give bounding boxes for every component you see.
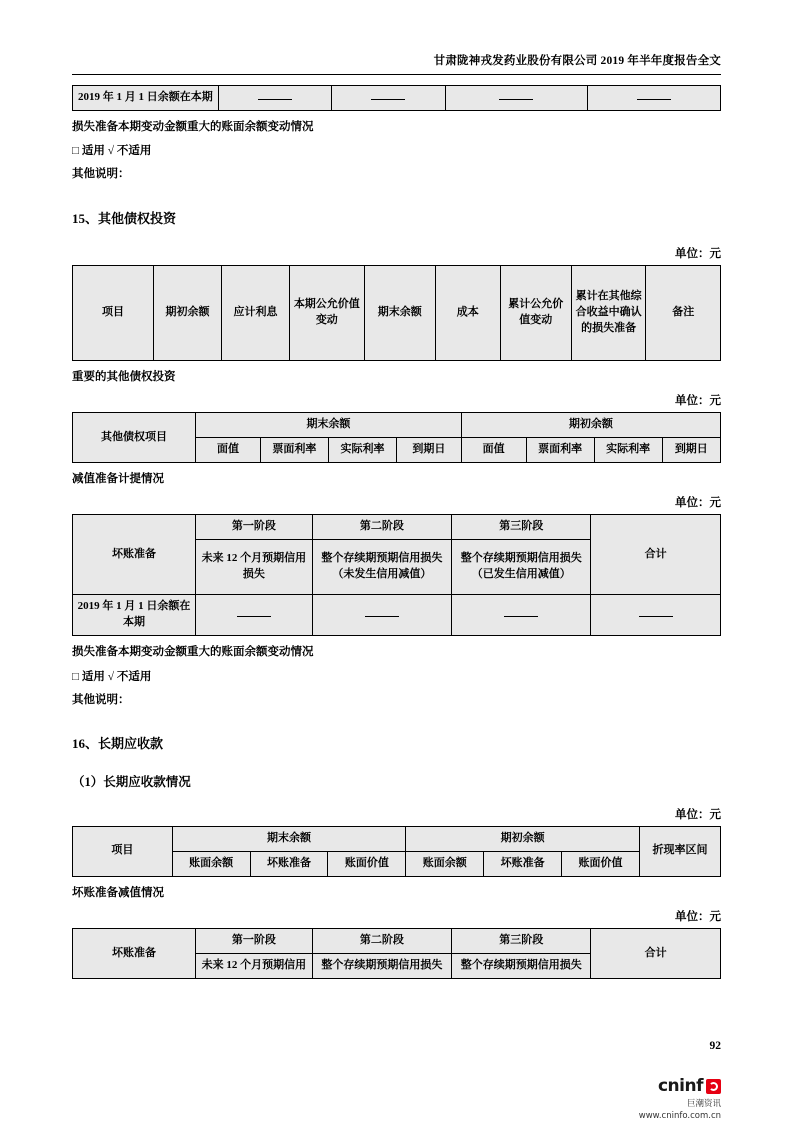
- column-header: 第二阶段: [312, 929, 451, 954]
- top-continuation-table: [72, 85, 721, 111]
- table-header-row: [73, 515, 721, 540]
- column-header: 成本: [435, 265, 500, 360]
- logo-row: [639, 1076, 721, 1096]
- cell: [452, 595, 591, 636]
- column-header: 票面利率: [526, 438, 594, 463]
- column-group-header: 期末余额: [172, 826, 406, 851]
- column-header: 应计利息: [222, 265, 290, 360]
- table-row: [73, 595, 721, 636]
- footer-logo: [639, 1076, 721, 1121]
- column-group-header: 期初余额: [406, 826, 640, 851]
- section-16-heading: 16、长期应收款: [72, 735, 164, 751]
- long-term-receivables-table: [72, 826, 721, 877]
- column-header: 账面余额: [406, 851, 484, 876]
- bad-debt-impairment-caption: 坏账准备减值情况: [72, 886, 164, 899]
- applicable-checkline-2: □ 适用 √ 不适用: [72, 670, 152, 683]
- cell: [445, 86, 588, 111]
- table-header-row: [73, 929, 721, 954]
- column-header: 备注: [646, 265, 721, 360]
- bad-debt-provision-table-2: [72, 928, 721, 979]
- unit-label: 单位：元: [675, 247, 721, 260]
- column-header: 整个存续期预期信用损失（未发生信用减值）: [312, 540, 451, 595]
- cninfo-logo-text: cninf: [657, 1076, 703, 1096]
- dash-mark: [504, 609, 538, 617]
- unit-label: 单位：元: [675, 808, 721, 821]
- column-header: 账面价值: [328, 851, 406, 876]
- column-header: 坏账准备: [73, 929, 196, 979]
- row-label: 2019 年 1 月 1 日余额在本期: [73, 86, 219, 111]
- bad-debt-provision-table: [72, 514, 721, 636]
- unit-label: 单位：元: [675, 395, 721, 408]
- impairment-provision-caption: 减值准备计提情况: [72, 472, 164, 485]
- cell: [218, 86, 331, 111]
- column-header: 坏账准备: [484, 851, 562, 876]
- column-header: 到期日: [396, 438, 461, 463]
- cninfo-logo-icon: [706, 1079, 721, 1094]
- column-header: 坏账准备: [73, 515, 196, 595]
- column-header: 累计在其他综合收益中确认的损失准备: [571, 265, 646, 360]
- cell: [332, 86, 445, 111]
- other-note-2: 其他说明：: [72, 693, 130, 706]
- column-header: 合计: [591, 515, 721, 595]
- loss-change-note: 损失准备本期变动金额重大的账面余额变动情况: [72, 120, 314, 133]
- column-header: 票面利率: [260, 438, 328, 463]
- column-header: 第三阶段: [452, 515, 591, 540]
- dash-mark: [258, 92, 292, 100]
- row-label: 2019 年 1 月 1 日余额在本期: [73, 595, 196, 636]
- column-header: 面值: [196, 438, 261, 463]
- dash-mark: [637, 92, 671, 100]
- header-title: 甘肃陇神戎发药业股份有限公司 2019 年半年度报告全文: [433, 55, 721, 67]
- page-header: [72, 52, 721, 74]
- column-header: 面值: [461, 438, 526, 463]
- dash-mark: [237, 609, 271, 617]
- column-header: 坏账准备: [250, 851, 328, 876]
- table-row: [73, 86, 721, 111]
- column-header: 到期日: [662, 438, 720, 463]
- column-header: 第三阶段: [452, 929, 591, 954]
- column-header: 项目: [73, 265, 154, 360]
- column-header: 项目: [73, 826, 173, 876]
- column-header: 第二阶段: [312, 515, 451, 540]
- column-group-header: 期初余额: [461, 413, 720, 438]
- column-header: 期初余额: [154, 265, 222, 360]
- other-note: 其他说明：: [72, 168, 130, 181]
- header-divider: [72, 74, 721, 75]
- column-header: 合计: [591, 929, 721, 979]
- column-header: 整个存续期预期信用损失（已发生信用减值）: [452, 540, 591, 595]
- column-header: 未来 12 个月预期信用损失: [196, 540, 313, 595]
- table-header-row: [73, 265, 721, 360]
- column-header: 实际利率: [594, 438, 662, 463]
- logo-subtitle: 巨潮资讯: [686, 1099, 721, 1109]
- dash-mark: [639, 609, 673, 617]
- logo-url: www.cninfo.com.cn: [638, 1111, 721, 1121]
- dash-mark: [365, 609, 399, 617]
- dash-mark: [371, 92, 405, 100]
- loss-change-note-2: 损失准备本期变动金额重大的账面余额变动情况: [72, 646, 314, 659]
- column-header: 本期公允价值变动: [290, 265, 365, 360]
- table-header-row: [73, 826, 721, 851]
- unit-label: 单位：元: [675, 911, 721, 924]
- important-other-debt-table: [72, 412, 721, 463]
- section-16-subheading: （1）长期应收款情况: [72, 774, 191, 789]
- section-15-heading: 15、其他债权投资: [72, 210, 177, 226]
- important-other-debt-caption: 重要的其他债权投资: [72, 370, 176, 383]
- column-header: 期末余额: [364, 265, 435, 360]
- column-header: 其他债权项目: [73, 413, 196, 463]
- table-header-row: [73, 413, 721, 438]
- column-header: 整个存续期预期信用损失: [312, 954, 451, 979]
- column-header: 账面价值: [562, 851, 640, 876]
- column-header: 折现率区间: [639, 826, 720, 876]
- column-header: 账面余额: [172, 851, 250, 876]
- unit-label: 单位：元: [675, 497, 721, 510]
- column-header: 实际利率: [328, 438, 396, 463]
- page-number: 92: [709, 1040, 721, 1052]
- column-header: 第一阶段: [196, 515, 313, 540]
- column-header: 累计公允价值变动: [500, 265, 571, 360]
- cell: [588, 86, 721, 111]
- other-debt-investment-table: [72, 265, 721, 361]
- applicable-checkline: □ 适用 √ 不适用: [72, 145, 152, 158]
- column-header: 第一阶段: [196, 929, 313, 954]
- dash-mark: [499, 92, 533, 100]
- cell: [312, 595, 451, 636]
- cell: [196, 595, 313, 636]
- column-header: 整个存续期预期信用损失: [452, 954, 591, 979]
- column-group-header: 期末余额: [196, 413, 462, 438]
- column-header: 未来 12 个月预期信用: [196, 954, 313, 979]
- cell: [591, 595, 721, 636]
